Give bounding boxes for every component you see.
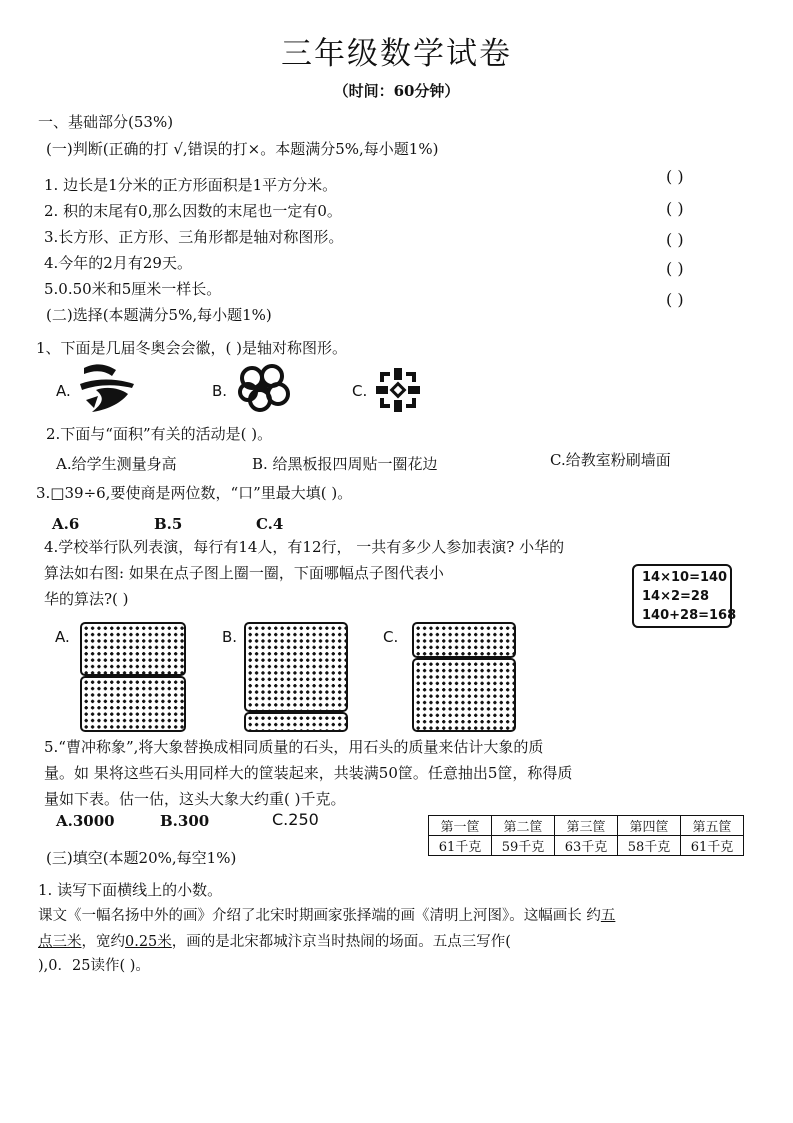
part-3-heading: (三)填空(本题20%,每空1%) [46,849,237,867]
table-cell: 59千克 [492,836,555,856]
fill-q1-line-1 [38,907,615,925]
choice-q1-text: 1、下面是几届冬奥会会徽，( )是轴对称图形。 [36,339,348,357]
part-1-heading: (一)判断(正确的打 √,错误的打×。本题满分5%,每小题1%) [46,140,439,158]
dot-grid-a-top [80,622,186,676]
table-cell: 61千克 [429,836,492,856]
answer-blank-3[interactable]: ( ) [666,230,684,249]
judge-item-2: 2. 积的末尾有0,那么因数的末尾也一定有0。 [44,202,342,220]
choice-q5-line-1: 5.“曹冲称象”,将大象替换成相同质量的石头，用石头的质量来估计大象的质 [44,738,544,756]
choice-q4-line-1: 4.学校举行队列表演，每行有14人，有12行， 一共有多少人参加表演? 小华的 [44,538,565,556]
choice-q2-text: 2.下面与“面积”有关的活动是( )。 [46,425,273,443]
table-header: 第一筐 [429,816,492,836]
xiaohua-calculation-box [632,564,737,628]
table-cell: 63千克 [555,836,618,856]
judge-item-3: 3.长方形、正方形、三角形都是轴对称图形。 [44,228,344,246]
judge-item-5: 5.0.50米和5厘米一样长。 [44,280,222,298]
choice-q4-option-a: A. [55,628,70,646]
judge-item-4: 4.今年的2月有29天。 [44,254,192,272]
olympic-emblem-b-icon [234,362,294,414]
answer-blank-4[interactable]: ( ) [666,259,684,278]
choice-q5-option-c: C.250 [272,810,319,829]
table-header: 第五筐 [681,816,744,836]
fill-q1-text-b: ，宽约 [81,934,125,950]
olympic-emblem-c-icon [374,366,422,414]
fill-q1-underlined-b: 点三米 [38,934,82,950]
calc-line-3: 140+28=168 [642,608,737,623]
fill-q1-underlined-c: 0.25米 [125,934,172,950]
dot-grid-a-bottom [80,676,186,732]
calc-line-1: 14×10=140 [642,570,728,585]
table-cell: 61千克 [681,836,744,856]
fill-q1-underlined-a: 五 [600,908,616,924]
fill-q1-line-2 [38,933,511,951]
choice-q3-option-a: A.6 [52,515,80,533]
choice-q2-option-b: B. 给黑板报四周贴一圈花边 [252,455,438,473]
stone-weight-table [428,815,744,856]
table-header: 第三筐 [555,816,618,836]
dot-grid-c-bottom [412,658,516,732]
fill-q1-heading: 1. 读写下面横线上的小数。 [38,881,223,899]
page-title: 三年级数学试卷 [281,36,512,72]
table-header: 第二筐 [492,816,555,836]
table-header-row [429,816,744,836]
choice-q4-option-c: C. [383,628,399,646]
fill-q1-text-a: 课文《一幅名扬中外的画》介绍了北宋时期画家张择端的画《清明上河图》。这幅画长 约 [38,908,601,924]
table-cell: 58千克 [618,836,681,856]
choice-q2-option-c: C.给教室粉刷墙面 [550,451,671,469]
choice-q5-option-b: B.300 [160,812,210,830]
dot-grid-b-bottom [244,712,348,732]
olympic-emblem-a-icon [76,360,138,416]
choice-q3-text: 3.□39÷6,要使商是两位数，“口”里最大填( )。 [36,484,353,502]
choice-q1-option-b: B. [212,382,228,400]
dot-grid-c-top [412,622,516,658]
choice-q5-line-2: 量。如 果将这些石头用同样大的筐装起来，共装满50筐。任意抽出5筐，称得质 [44,764,573,782]
part-2-heading: (二)选择(本题满分5%,每小题1%) [46,306,272,324]
choice-q4-option-b: B. [222,628,238,646]
choice-q1-option-c: C. [352,382,368,400]
choice-q5-line-3: 量如下表。估一估，这头大象大约重( )千克。 [44,790,346,808]
answer-blank-5[interactable]: ( ) [666,290,684,309]
fill-q1-text-c: ，画的是北宋都城汴京当时热闹的场面。五点三写作( [171,934,511,950]
answer-blank-2[interactable]: ( ) [666,199,684,218]
choice-q4-line-2: 算法如右图: 如果在点子图上圈一圈，下面哪幅点子图代表小 [44,564,444,582]
choice-q2-option-a: A.给学生测量身高 [56,455,177,473]
dot-grid-b-top [244,622,348,712]
choice-q3-option-b: B.5 [154,515,183,533]
exam-time: （时间：60分钟） [333,82,460,100]
choice-q5-option-a: A.3000 [56,812,115,830]
answer-blank-1[interactable]: ( ) [666,167,684,186]
table-row [429,836,744,856]
table-header: 第四筐 [618,816,681,836]
fill-q1-line-3: ),0．25读作( )。 [38,958,150,974]
judge-item-1: 1. 边长是1分米的正方形面积是1平方分米。 [44,176,338,194]
section-1-heading: 一、基础部分(53%) [38,113,174,131]
choice-q4-line-3: 华的算法?( ) [44,590,129,608]
calc-line-2: 14×2=28 [642,589,710,604]
choice-q1-option-a: A. [56,382,71,400]
choice-q3-option-c: C.4 [256,515,284,533]
